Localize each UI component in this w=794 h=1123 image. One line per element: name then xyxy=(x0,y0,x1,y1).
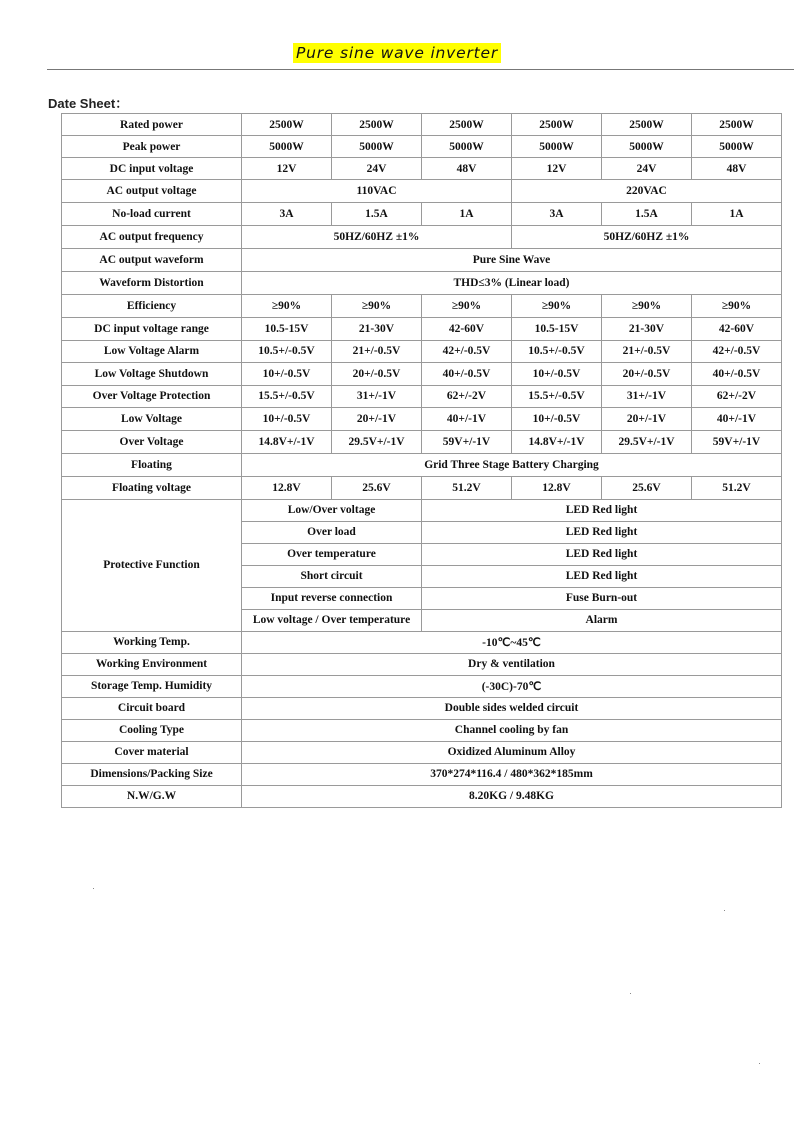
spec-cell: 10.5-15V xyxy=(242,318,332,341)
section-heading: Date Sheet： xyxy=(48,96,129,111)
row-label: Protective Function xyxy=(62,499,242,631)
scan-speck xyxy=(630,993,631,994)
spec-cell: 10+/-0.5V xyxy=(242,408,332,431)
spec-cell: 20+/-1V xyxy=(332,408,422,431)
protection-response: LED Red light xyxy=(422,499,782,521)
spec-cell: 48V xyxy=(692,158,782,180)
spec-cell: ≥90% xyxy=(602,295,692,318)
spec-cell: ≥90% xyxy=(692,295,782,318)
spec-cell: 1.5A xyxy=(332,203,422,226)
spec-cell: 20+/-0.5V xyxy=(602,363,692,386)
protection-condition: Input reverse connection xyxy=(242,587,422,609)
row-rated-power xyxy=(62,114,782,136)
title-divider xyxy=(47,69,794,70)
spec-cell: 5000W xyxy=(422,136,512,158)
row-label: Floating voltage xyxy=(62,476,242,499)
row-label: N.W/G.W xyxy=(62,785,242,807)
spec-cell: 51.2V xyxy=(422,476,512,499)
protection-response: LED Red light xyxy=(422,565,782,587)
row-label: Efficiency xyxy=(62,295,242,318)
spec-cell: 50HZ/60HZ ±1% xyxy=(512,226,782,249)
spec-cell: 31+/-1V xyxy=(332,385,422,408)
scan-speck xyxy=(93,888,94,889)
spec-cell: Oxidized Aluminum Alloy xyxy=(242,741,782,763)
row-label: DC input voltage xyxy=(62,158,242,180)
spec-cell: 1.5A xyxy=(602,203,692,226)
row-label: Storage Temp. Humidity xyxy=(62,675,242,697)
spec-cell: 50HZ/60HZ ±1% xyxy=(242,226,512,249)
spec-cell: 3A xyxy=(242,203,332,226)
spec-cell: 12.8V xyxy=(242,476,332,499)
spec-cell: ≥90% xyxy=(512,295,602,318)
spec-cell: 21+/-0.5V xyxy=(602,340,692,363)
spec-cell: 110VAC xyxy=(242,180,512,203)
row-working-temp xyxy=(62,631,782,653)
protection-response: Alarm xyxy=(422,609,782,631)
row-low-voltage xyxy=(62,408,782,431)
spec-cell: 29.5V+/-1V xyxy=(332,430,422,453)
row-label: Over Voltage xyxy=(62,430,242,453)
row-label: Cover material xyxy=(62,741,242,763)
spec-cell: 21-30V xyxy=(602,318,692,341)
row-label: Dimensions/Packing Size xyxy=(62,763,242,785)
spec-cell: (-30C)-70℃ xyxy=(242,675,782,697)
spec-cell: 40+/-0.5V xyxy=(422,363,512,386)
spec-cell: 2500W xyxy=(692,114,782,136)
row-dimensions-packing-size xyxy=(62,763,782,785)
document-title: Pure sine wave inverter xyxy=(293,43,501,63)
row-over-voltage xyxy=(62,430,782,453)
row-low-voltage-shutdown xyxy=(62,363,782,386)
spec-cell: 42-60V xyxy=(422,318,512,341)
spec-cell: 2500W xyxy=(332,114,422,136)
protection-condition: Over load xyxy=(242,521,422,543)
spec-cell: 2500W xyxy=(242,114,332,136)
spec-cell: 10+/-0.5V xyxy=(512,408,602,431)
row-label: DC input voltage range xyxy=(62,318,242,341)
spec-cell: 5000W xyxy=(242,136,332,158)
row-label: Cooling Type xyxy=(62,719,242,741)
spec-cell: ≥90% xyxy=(332,295,422,318)
row-over-voltage-protection xyxy=(62,385,782,408)
spec-cell: 51.2V xyxy=(692,476,782,499)
row-waveform-distortion xyxy=(62,272,782,295)
row-label: Rated power xyxy=(62,114,242,136)
row-storage-temp-humidity xyxy=(62,675,782,697)
row-label: AC output voltage xyxy=(62,180,242,203)
spec-cell: 42+/-0.5V xyxy=(692,340,782,363)
row-label: AC output waveform xyxy=(62,249,242,272)
spec-cell: 42+/-0.5V xyxy=(422,340,512,363)
row-label: Floating xyxy=(62,453,242,476)
spec-cell: 12V xyxy=(512,158,602,180)
row-label: Over Voltage Protection xyxy=(62,385,242,408)
spec-cell: 12.8V xyxy=(512,476,602,499)
spec-table xyxy=(61,113,782,808)
spec-cell: 40+/-1V xyxy=(692,408,782,431)
row-circuit-board xyxy=(62,697,782,719)
spec-cell: 5000W xyxy=(692,136,782,158)
spec-cell: 1A xyxy=(692,203,782,226)
row-label: Low Voltage xyxy=(62,408,242,431)
spec-cell: 59V+/-1V xyxy=(692,430,782,453)
protection-condition: Low/Over voltage xyxy=(242,499,422,521)
spec-cell: 10.5-15V xyxy=(512,318,602,341)
row-efficiency xyxy=(62,295,782,318)
row-label: AC output frequency xyxy=(62,226,242,249)
spec-cell: 40+/-1V xyxy=(422,408,512,431)
scan-speck xyxy=(724,910,725,911)
spec-cell: 8.20KG / 9.48KG xyxy=(242,785,782,807)
row-label: No-load current xyxy=(62,203,242,226)
spec-cell: 14.8V+/-1V xyxy=(512,430,602,453)
spec-cell: ≥90% xyxy=(422,295,512,318)
protection-response: Fuse Burn-out xyxy=(422,587,782,609)
spec-cell: 21+/-0.5V xyxy=(332,340,422,363)
spec-cell: Grid Three Stage Battery Charging xyxy=(242,453,782,476)
spec-cell: 24V xyxy=(602,158,692,180)
row-label: Working Temp. xyxy=(62,631,242,653)
protection-condition: Over temperature xyxy=(242,543,422,565)
spec-cell: -10℃~45℃ xyxy=(242,631,782,653)
row-working-environment xyxy=(62,653,782,675)
row-label: Low Voltage Shutdown xyxy=(62,363,242,386)
spec-cell: 62+/-2V xyxy=(422,385,512,408)
spec-cell: 3A xyxy=(512,203,602,226)
spec-cell: 2500W xyxy=(602,114,692,136)
spec-cell: 5000W xyxy=(602,136,692,158)
spec-cell: Dry & ventilation xyxy=(242,653,782,675)
row-dc-input-voltage-range xyxy=(62,318,782,341)
spec-cell: Double sides welded circuit xyxy=(242,697,782,719)
spec-cell: 40+/-0.5V xyxy=(692,363,782,386)
row-no-load-current xyxy=(62,203,782,226)
row-ac-output-voltage xyxy=(62,180,782,203)
spec-cell: 5000W xyxy=(332,136,422,158)
row-ac-output-waveform xyxy=(62,249,782,272)
spec-cell: 14.8V+/-1V xyxy=(242,430,332,453)
spec-cell: Pure Sine Wave xyxy=(242,249,782,272)
row-label: Waveform Distortion xyxy=(62,272,242,295)
spec-cell: 10+/-0.5V xyxy=(512,363,602,386)
row-label: Working Environment xyxy=(62,653,242,675)
spec-cell: 48V xyxy=(422,158,512,180)
row-floating xyxy=(62,453,782,476)
spec-cell: 370*274*116.4 / 480*362*185mm xyxy=(242,763,782,785)
spec-cell: Channel cooling by fan xyxy=(242,719,782,741)
spec-cell: 29.5V+/-1V xyxy=(602,430,692,453)
spec-cell: 31+/-1V xyxy=(602,385,692,408)
spec-cell: 5000W xyxy=(512,136,602,158)
row-peak-power xyxy=(62,136,782,158)
row-cooling-type xyxy=(62,719,782,741)
spec-cell: 1A xyxy=(422,203,512,226)
row-ac-output-frequency xyxy=(62,226,782,249)
spec-cell: 12V xyxy=(242,158,332,180)
spec-cell: 220VAC xyxy=(512,180,782,203)
spec-cell: THD≤3% (Linear load) xyxy=(242,272,782,295)
spec-cell: ≥90% xyxy=(242,295,332,318)
spec-cell: 10.5+/-0.5V xyxy=(512,340,602,363)
spec-cell: 59V+/-1V xyxy=(422,430,512,453)
title-wrap xyxy=(0,43,794,63)
row-floating-voltage xyxy=(62,476,782,499)
spec-cell: 2500W xyxy=(512,114,602,136)
row-protective-function xyxy=(62,499,782,521)
row-low-voltage-alarm xyxy=(62,340,782,363)
row-label: Circuit board xyxy=(62,697,242,719)
protection-response: LED Red light xyxy=(422,543,782,565)
protection-condition: Short circuit xyxy=(242,565,422,587)
spec-cell: 10.5+/-0.5V xyxy=(242,340,332,363)
spec-cell: 15.5+/-0.5V xyxy=(242,385,332,408)
row-label: Peak power xyxy=(62,136,242,158)
row-nw-gw xyxy=(62,785,782,807)
spec-cell: 20+/-1V xyxy=(602,408,692,431)
row-dc-input-voltage xyxy=(62,158,782,180)
spec-cell: 15.5+/-0.5V xyxy=(512,385,602,408)
spec-cell: 20+/-0.5V xyxy=(332,363,422,386)
row-label: Low Voltage Alarm xyxy=(62,340,242,363)
spec-cell: 42-60V xyxy=(692,318,782,341)
spec-cell: 24V xyxy=(332,158,422,180)
protection-condition: Low voltage / Over temperature xyxy=(242,609,422,631)
row-cover-material xyxy=(62,741,782,763)
spec-cell: 21-30V xyxy=(332,318,422,341)
spec-cell: 25.6V xyxy=(602,476,692,499)
spec-cell: 62+/-2V xyxy=(692,385,782,408)
spec-cell: 10+/-0.5V xyxy=(242,363,332,386)
protection-response: LED Red light xyxy=(422,521,782,543)
spec-cell: 25.6V xyxy=(332,476,422,499)
scan-speck xyxy=(759,1063,760,1064)
spec-cell: 2500W xyxy=(422,114,512,136)
